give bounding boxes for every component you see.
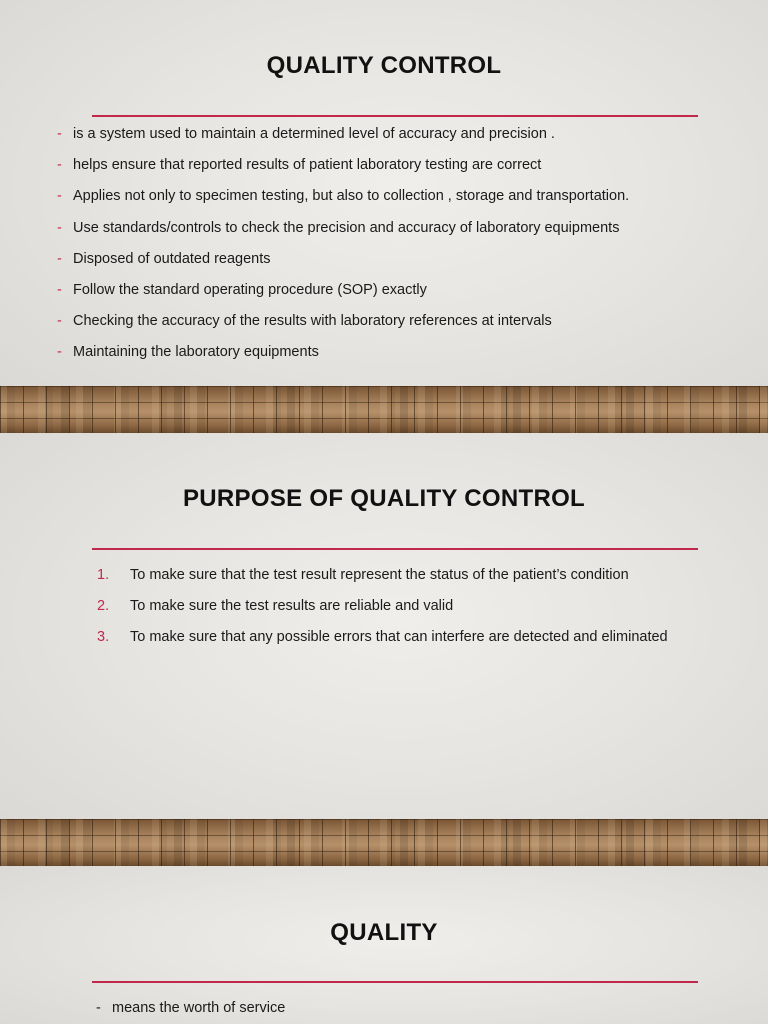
bullet-list: [57, 126, 728, 376]
slide-quality: [0, 866, 768, 1024]
dash-bullet: -: [57, 313, 62, 330]
list-item: - means the worth of service: [96, 1000, 286, 1016]
wood-floor-separator: [0, 819, 768, 866]
slide-purpose-of-quality-control: [0, 433, 768, 819]
number-marker: 3.: [97, 629, 110, 646]
list-item: - Disposed of outdated reagents: [57, 250, 271, 267]
dash-bullet: -: [57, 126, 62, 142]
dash-bullet: -: [57, 281, 62, 298]
list-item: - Checking the accuracy of the results with laboratory references at intervals: [57, 313, 552, 330]
title-divider: [92, 115, 698, 117]
slide-title: QUALITY CONTROL: [266, 52, 502, 79]
number-marker: 2.: [97, 598, 110, 615]
dash-bullet: -: [57, 157, 62, 174]
list-item: - Maintaining the laboratory equipments: [57, 344, 319, 361]
dash-bullet: -: [57, 188, 62, 205]
list-item: 2. To make sure the test results are reliable and valid: [97, 598, 454, 615]
list-item: - Applies not only to specimen testing, but also to collection , storage and transportation.: [57, 188, 630, 205]
list-item: - Follow the standard operating procedure (SOP) exactly: [57, 281, 427, 298]
slide-title: PURPOSE OF QUALITY CONTROL: [182, 485, 586, 512]
dash-bullet: -: [57, 344, 62, 361]
number-marker: 1.: [97, 567, 110, 583]
slide-title: QUALITY: [330, 919, 438, 946]
list-item: 1. To make sure that the test result represent the status of the patient’s condition: [97, 567, 629, 583]
numbered-list: [57, 567, 728, 661]
bullet-list: [96, 1000, 728, 1024]
slide-quality-control: [0, 0, 768, 386]
title-divider: [92, 981, 698, 983]
dash-bullet: -: [57, 250, 62, 267]
dash-bullet: -: [57, 219, 62, 236]
dash-bullet: -: [96, 1000, 101, 1016]
title-divider: [92, 548, 698, 550]
list-item: - Use standards/controls to check the precision and accuracy of laboratory equipments: [57, 219, 620, 236]
list-item: 3. To make sure that any possible errors that can interfere are detected and eliminated: [97, 629, 668, 646]
list-item: - is a system used to maintain a determined level of accuracy and precision .: [57, 126, 555, 142]
wood-floor-separator: [0, 386, 768, 433]
list-item: - helps ensure that reported results of patient laboratory testing are correct: [57, 157, 542, 174]
